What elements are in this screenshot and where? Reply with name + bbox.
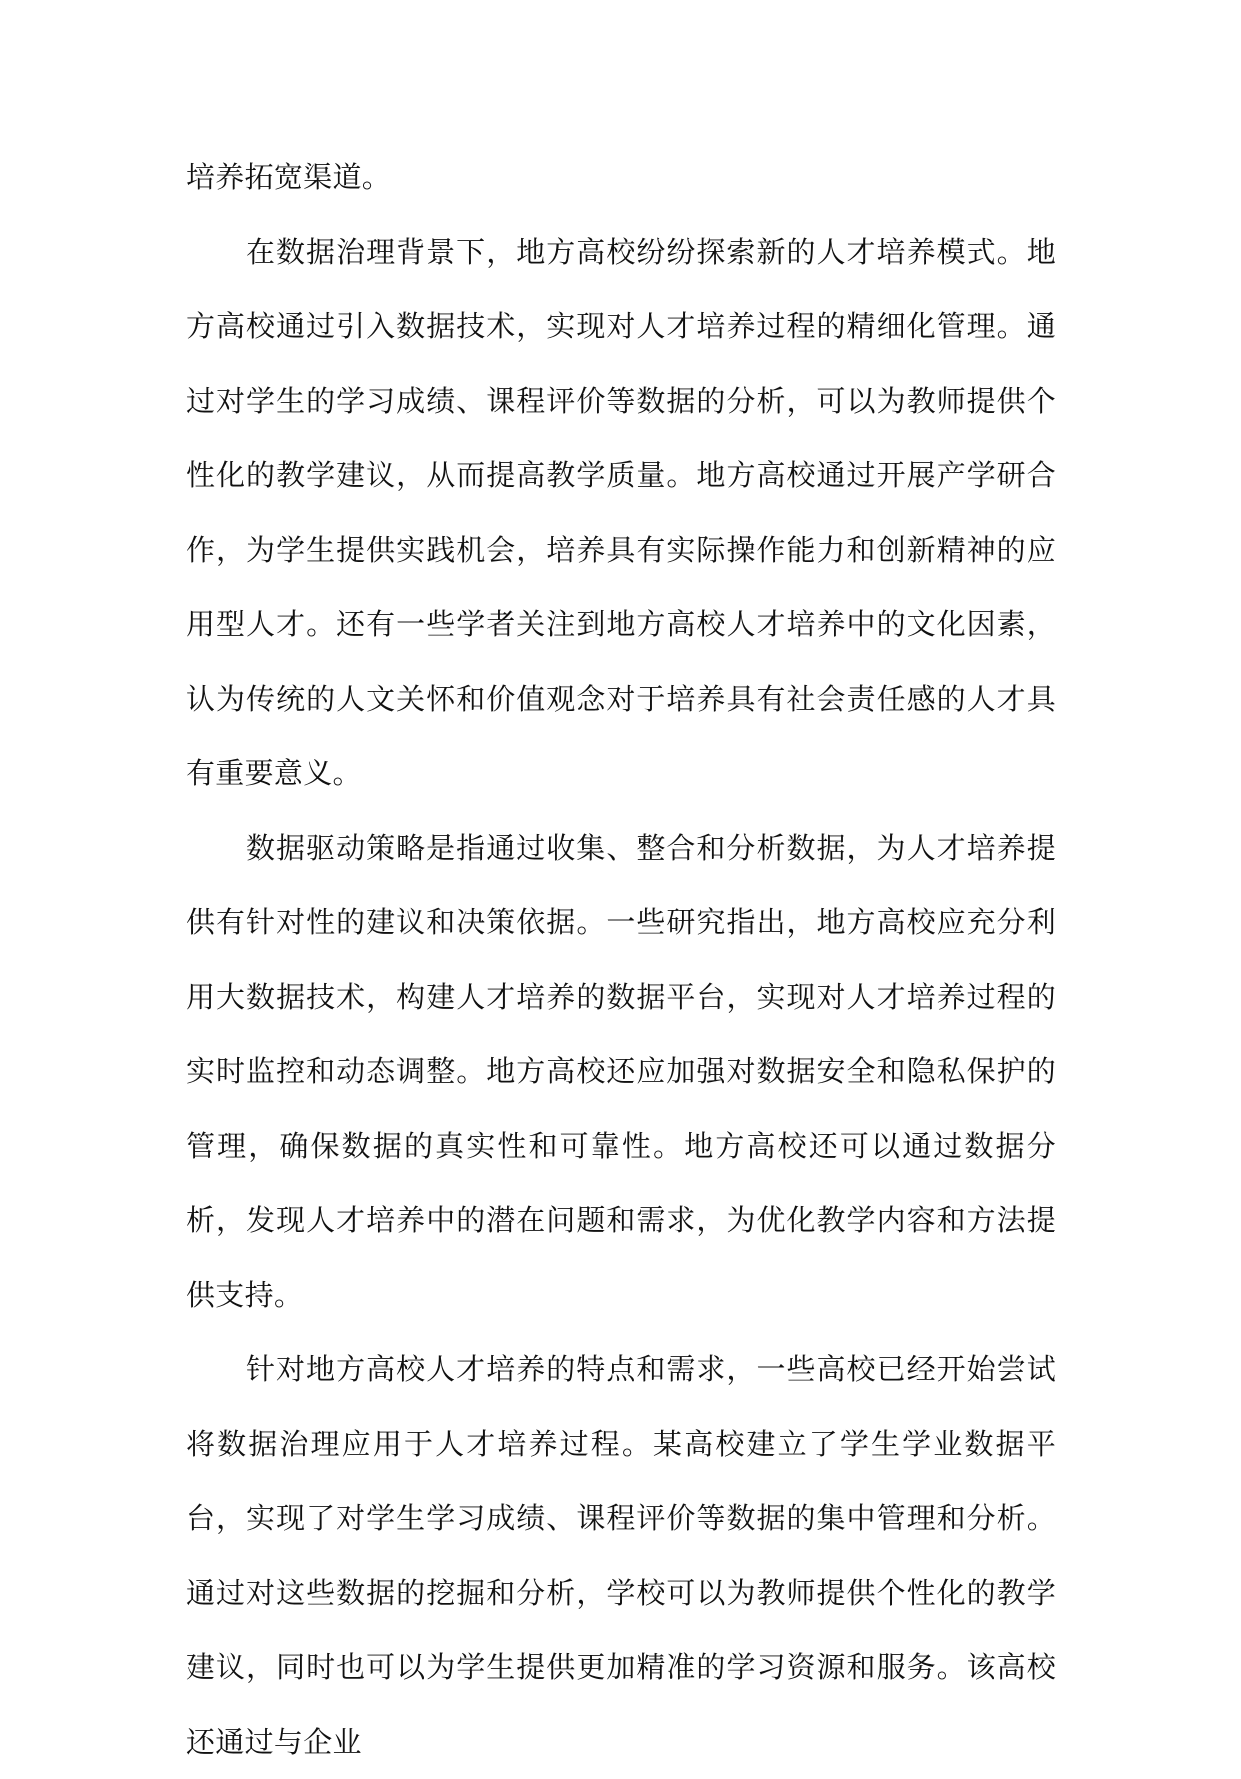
paragraph: 针对地方高校人才培养的特点和需求，一些高校已经开始尝试将数据治理应用于人才培养过程。某高校建立了学生学业数据平台，实现了对学生学习成绩、课程评价等数据的集中管理和分析。通过对这些数据的挖掘和分析，学校可以为教师提供个性化的教学建议，同时也可以为学生提供更加精准的学习资源和服务。该高校还通过与企业 — [186, 1352, 1056, 1759]
paragraph: 在数据治理背景下，地方高校纷纷探索新的人才培养模式。地方高校通过引入数据技术，实现对人才培养过程的精细化管理。通过对学生的学习成绩、课程评价等数据的分析，可以为教师提供个性化的教学建议，从而提高教学质量。地方高校通过开展产学研合作，为学生提供实践机会，培养具有实际操作能力和创新精神的应用型人才。还有一些学者关注到地方高校人才培养中的文化因素，认为传统的人文关怀和价值观念对于培养具有社会责任感的人才具有重要意义。 — [186, 234, 1056, 790]
paragraph: 数据驱动策略是指通过收集、整合和分析数据，为人才培养提供有针对性的建议和决策依据。一些研究指出，地方高校应充分利用大数据技术，构建人才培养的数据平台，实现对人才培养过程的实时监控和动态调整。地方高校还应加强对数据安全和隐私保护的管理，确保数据的真实性和可靠性。地方高校还可以通过数据分析，发现人才培养中的潜在问题和需求，为优化教学内容和方法提供支持。 — [186, 830, 1056, 1312]
document-body — [186, 140, 1056, 1779]
paragraph-continuation: 培养拓宽渠道。 — [186, 160, 392, 194]
